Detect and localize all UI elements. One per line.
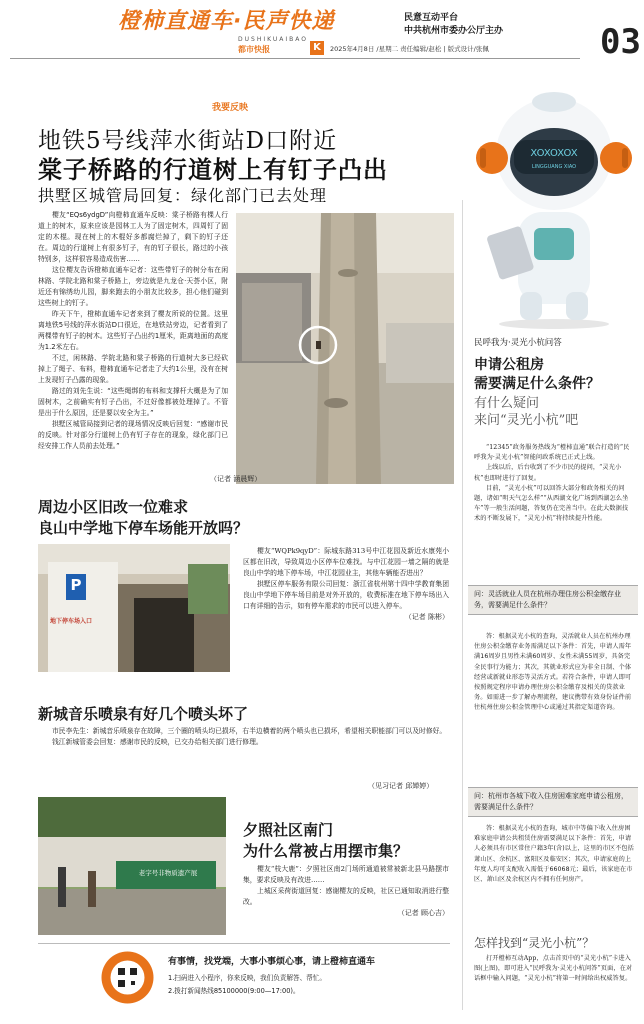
right-column-intro: “12345”政务服务热线为“橙柿直通”联合打造的“民呼我为·灵光小杭”智能问政系统已正式上线。 上线以后，后台收到了不少市民的提问，“灵光小杭”也即时进行了回复。 目前，“灵光小杭”可以回答大部分和政务相关的问题，诸如“明天气怎么样”“从西湖文化广场到西湖怎么坐车”等一般生活问题，答复仍在完善当中。在此大数据技术的不断发展下，“灵光小杭”将持续提升性能。: [474, 444, 630, 523]
story2-headline-1: 周边小区旧改一位难求: [38, 498, 189, 516]
right-column-headline: 申请公租房 需要满足什么条件？: [474, 357, 600, 392]
story1-paragraph: 路过的刘先生说：“这些绳绑的布料和支撑杆大概是为了加固树木，之前确实有钉子凸出，不过好像都被处理掉了。不管是出于什么原因，还是要以安全为主。”: [38, 387, 228, 417]
robot-caption-text: LINGGUANG XIAO: [531, 164, 577, 170]
qa-answer-2: 答：根据灵光小杭的查询，城市中等偏下收入住房困难家庭申请公共租赁住房需要满足以下条件：首先，申请人必须具有市区常住户籍3年(含)以上，这里的市区不包括萧山区、余杭区、富阳区及临安区；其次，申请家庭的上年度人均可支配收入需低于66068元；最后，该家庭在市区、萧山区及余杭区内不拥有任何房产。: [474, 825, 634, 884]
story4-headline-2: 为什么常被占用摆市集？: [243, 842, 409, 860]
story1-headline-3: 拱墅区城管局回复：绿化部门已去处理: [38, 186, 328, 205]
story2-body: 樱友“WQPk9qyD”：际城东路313号中江花园及新近水康苑小区都在旧改，导致周边小区停车位难找。与中江花园一墙之隔的就是良山中学的地下停车场，中江花园业主，其他车辆能否进出？ 拱墅区停车服务有限公司回复：浙江省杭州第十四中学教育集团良山中学地下停车场目前是对外开放的，收费标准在地下停车场出入口有详细的告示，如有停车需求的市民可以进入停车。 （记者 陈彬）: [243, 547, 449, 621]
qr-code-icon[interactable]: [100, 950, 155, 1005]
story1-tag: 我要反映: [212, 103, 249, 113]
story1-paragraph: 樱友“EQs6ydgD”向橙柿直通车反映：棠子桥路有棵人行道上的树木，原来应该是园林工人为了固定树木，四周钉了固定的木棍。现在树上的木棍好多都腐烂掉了，剩下的钉子还在。周边的行道树上有很多钉子，有的钉子很长，路过的小孩特别多，这样很容易造成伤害……: [38, 211, 228, 263]
footer-instruction-2: 2.拨打新闻热线85100000(9:00—17:00)。: [168, 987, 300, 995]
story3-headline: 新城音乐喷泉有好几个喷头坏了: [38, 705, 249, 723]
robot-screen-text: XOXOXOX: [530, 148, 578, 159]
story1-byline: （记者 涵晨辉）: [210, 475, 262, 483]
market-photo: [38, 797, 226, 935]
masthead-rule: [10, 58, 580, 59]
column-divider: [462, 200, 463, 1010]
story2-headline-2: 良山中学地下停车场能开放吗？: [38, 519, 249, 537]
story1-headline-2: 棠子桥路的行道树上有钉子凸出: [38, 156, 388, 184]
masthead-host: 民意互动平台 中共杭州市委办公厅主办: [404, 13, 504, 36]
masthead-subtitle: 都市快报: [238, 45, 270, 54]
story3-byline: （见习记者 邱婵婷）: [368, 782, 434, 790]
robot-mascot-image: [470, 62, 638, 330]
page-number: 03: [600, 22, 641, 62]
qa-question-2: 问：杭州市各城下收入住房困难家庭申请公租房，需要满足什么条件？: [468, 787, 638, 817]
tree-nail-photo: [236, 213, 454, 484]
footer-rule: [38, 943, 450, 944]
story1-headline-1: 地铁5号线萍水街站D口附近: [38, 128, 338, 154]
right-column-foot-heading: 怎样找到“灵光小杭”？: [474, 936, 595, 950]
footer-slogan: 有事情，找党端，大事小事烦心事，请上橙柿直通车: [168, 957, 376, 967]
masthead-date-line: 2025年4月8日 /星期二 责任编辑/赵松 | 版式设计/张佩: [330, 45, 489, 53]
story1-paragraph: 昨天下午，橙柿直通车记者来到了樱友所说的位置。这里离地铁5号线的萍水街站D口很近，在地铁站旁边，记者看到了两棵带有钉子的树木。这些钉子凸出约1厘米，距离地面的高度为1.2米左右。: [38, 310, 228, 351]
footer-instruction-1: 1.扫码进入小程序，你来反映，我们负责解答、帮忙。: [168, 974, 326, 982]
market-banner-text: 老字号非物质遗产展: [138, 869, 198, 877]
parking-photo: [38, 544, 230, 672]
story1-paragraph: 拱墅区城管局接到记者的现场情况反映后回复：“感谢市民的反映。针对部分行道树上仍有钉子存在的现象，绿化部门已经安排工作人员前去处理。”: [38, 420, 228, 450]
right-column-tag: 民呼我为·灵光小杭问答: [474, 338, 562, 348]
right-column-foot-text: 打开橙柿互动App，点击首页中的“灵光小杭”卡进入图(上图)，即可进入“民呼我为·灵光小杭问答”页面，在对话框中输入问题，“灵光小杭”将第一时间给出权威答复。: [474, 955, 633, 983]
qa-answer-1: 答：根据灵光小杭的查询，灵活就业人员在杭州办理住房公积金缴存业务需满足以下条件：首先，申请人需年满16周岁且男性未满60周岁、女性未满55周岁，具备完全民事行为能力；其次，其就业形式应为非全日制、个体经营或新就业形态等灵活方式。若符合条件，申请人即可按照规定程序申请办理住房公积金缴存及相关的贷款业务。如需进一步了解办理流程，建议携带有效身份证件前往杭州住房公积金管理中心或通过其指定渠道咨询。: [474, 633, 632, 712]
tree-photo-drawing: [236, 213, 454, 484]
parking-sign-icon: P: [70, 576, 82, 594]
story1-paragraph: 这位樱友告诉橙柿直通车记者：这些带钉子的树分布在闲林路、学院北路和棠子桥路上，旁边就是九龙仓·天荟小区，附近还有锦绣幼儿园，脚来跑去的小朋友比较多，担心他们碰到这些树上的钉子。: [38, 266, 228, 307]
parking-sign-text: 地下停车场入口: [50, 618, 93, 625]
k-badge-icon: K: [310, 41, 324, 55]
story4-body: 樱友“枝大鹿”：夕照社区南2门场所通道被常被新北县马路摆市集，要求反映及有改进…… 上城区采荷街道回复：感谢樱友的反映，社区已通知取消进行整改。 （记者 顾心吉）: [243, 865, 449, 917]
right-column-subheadline: 有什么疑问 来问“灵光小杭”吧: [474, 396, 579, 428]
story1-paragraph: 不过，闲林路、学院北路和棠子桥路的行道树大多已经砍掉上了绳子、布料，橙柿直通车记者走了大约1公里，没有在树上发现钉子凸露的现象。: [38, 354, 228, 384]
qa-question-1: 问：灵活就业人员在杭州办理住房公积金缴存业务，需要满足什么条件？: [468, 585, 638, 615]
story4-headline-1: 夕照社区南门: [243, 821, 334, 839]
masthead-logo: 橙柿直通车·民声快递: [118, 9, 335, 34]
story3-body: 市民李先生：新城音乐喷泉存在故障，三个圈的喷头均已损坏，右半边横着的两个喷头也已损坏，希望相关职能部门可以及时修好。 钱江新城管委会回复：感谢市民的反映，已交办给相关部门进行修理。: [52, 727, 447, 746]
masthead-latin: DUSHIKUAIBAO: [238, 36, 308, 43]
